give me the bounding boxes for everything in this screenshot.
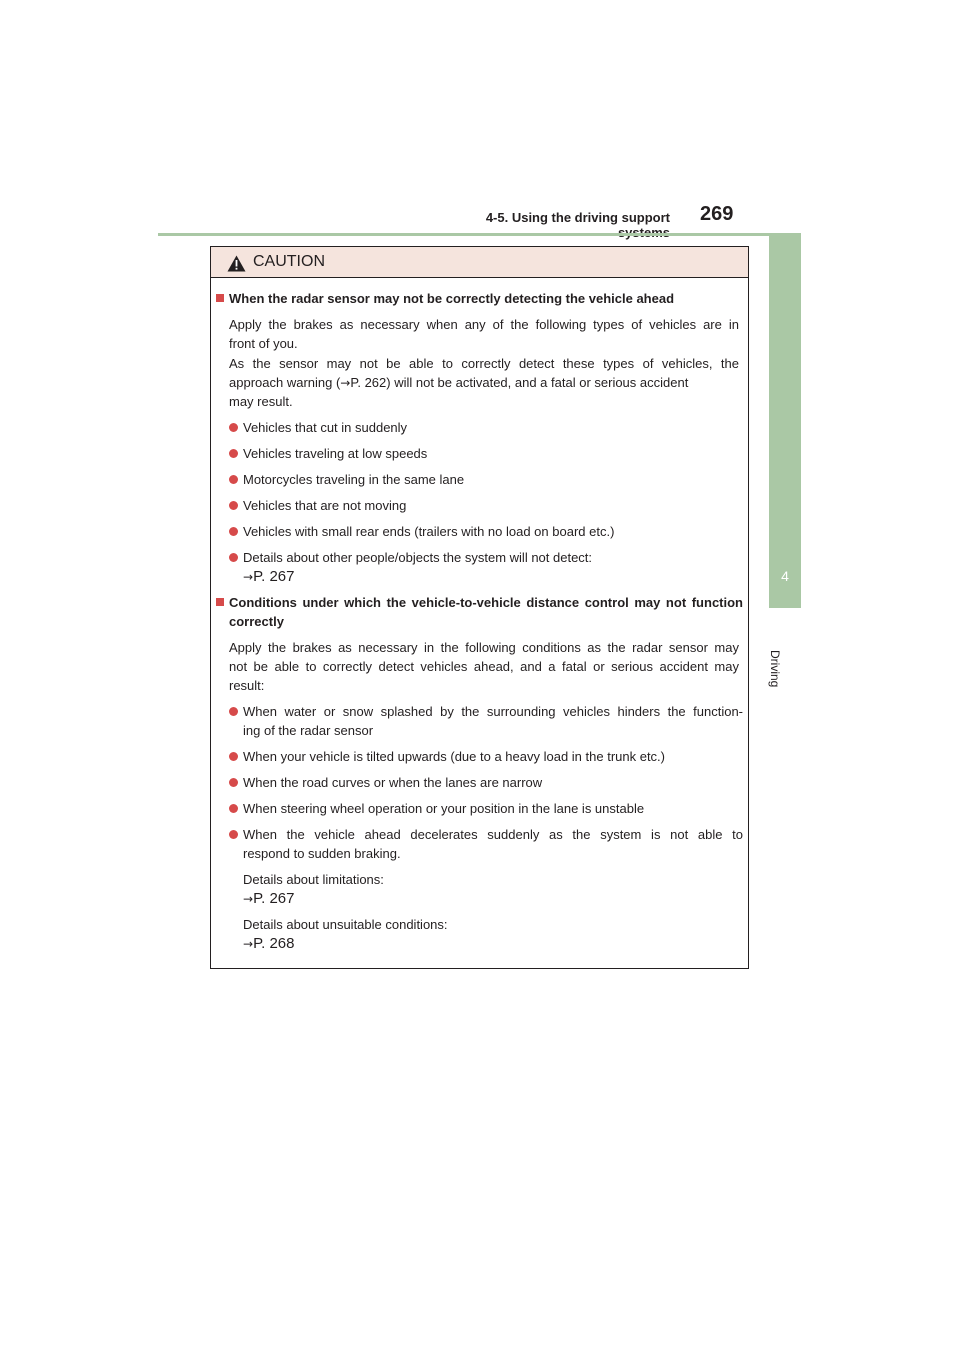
paragraph-line: Apply the brakes as necessary in the following conditions as the radar sensor may: [229, 640, 739, 655]
bullet-dot: [229, 475, 238, 484]
paragraph-line: front of you.: [229, 336, 298, 351]
bullet-dot: [229, 527, 238, 536]
bullet-dot: [229, 423, 238, 432]
section-heading: Conditions under which the vehicle-to-vehicle distance control may not function: [229, 595, 743, 610]
caution-header: [211, 247, 748, 278]
section-title: 4-5. Using the driving support: [485, 210, 670, 225]
list-item: Details about other people/objects the system will not detect:: [243, 550, 593, 565]
unsuitable-label: Details about unsuitable conditions:: [243, 917, 448, 932]
bullet-dot: [229, 830, 238, 839]
arrow-right-icon: →: [243, 570, 254, 584]
section-heading: correctly: [229, 614, 284, 629]
section-heading: When the radar sensor may not be correctly detecting the vehicle ahead: [229, 291, 675, 306]
page-ref-text: P. 268: [253, 935, 295, 952]
list-item: When steering wheel operation or your position in the lane is unstable: [243, 801, 645, 816]
paragraph-line: not be able to correctly detect vehicles ahead, and a fatal or serious accident may: [229, 659, 739, 674]
list-item: Vehicles that are not moving: [243, 498, 407, 513]
warning-triangle-icon: [227, 255, 246, 272]
list-item-continuation: ing of the radar sensor: [243, 723, 374, 738]
paragraph-fragment: P. 262) will not be activated, and a fatal or serious accident: [350, 375, 689, 390]
paragraph-fragment: approach warning (: [229, 375, 341, 390]
limitations-label: Details about limitations:: [243, 872, 384, 887]
list-item: Vehicles with small rear ends (trailers with no load on board etc.): [243, 524, 615, 539]
square-bullet: [216, 598, 224, 606]
header-rule: [158, 233, 801, 236]
arrow-right-icon: →: [243, 892, 254, 906]
arrow-right-icon: →: [340, 376, 351, 390]
bullet-dot: [229, 804, 238, 813]
bullet-dot: [229, 501, 238, 510]
chapter-tab: [769, 236, 801, 608]
bullet-dot: [229, 449, 238, 458]
page-ref-text: P. 267: [253, 890, 295, 907]
list-item-continuation: respond to sudden braking.: [243, 846, 401, 861]
square-bullet: [216, 294, 224, 302]
page-reference: [243, 934, 295, 955]
bullet-dot: [229, 707, 238, 716]
list-item: When the road curves or when the lanes are narrow: [243, 775, 543, 790]
bullet-dot: [229, 553, 238, 562]
arrow-right-icon: →: [243, 937, 254, 951]
chapter-number: 4: [781, 568, 789, 584]
bullet-dot: [229, 778, 238, 787]
list-item: Motorcycles traveling in the same lane: [243, 472, 465, 487]
paragraph-line: may result.: [229, 394, 293, 409]
list-item: Vehicles traveling at low speeds: [243, 446, 428, 461]
caution-label: CAUTION: [253, 253, 325, 270]
page-reference: [243, 567, 295, 588]
bullet-dot: [229, 752, 238, 761]
page-reference: [243, 889, 295, 910]
paragraph-line: Apply the brakes as necessary when any of the following types of vehicles are in: [229, 317, 739, 332]
list-item: Vehicles that cut in suddenly: [243, 420, 408, 435]
chapter-label: Driving: [768, 650, 782, 688]
paragraph-line: result:: [229, 678, 265, 693]
list-item: When your vehicle is tilted upwards (due to a heavy load in the trunk etc.): [243, 749, 665, 764]
list-item: When water or snow splashed by the surrounding vehicles hinders the function-: [243, 704, 743, 719]
paragraph-line: As the sensor may not be able to correctly detect these types of vehicles, the: [229, 356, 739, 371]
list-item: When the vehicle ahead decelerates suddenly as the system is not able to: [243, 827, 743, 842]
paragraph-line-with-ref: [229, 373, 741, 394]
page-number: 269: [700, 203, 734, 225]
page-ref-text: P. 267: [253, 568, 295, 585]
